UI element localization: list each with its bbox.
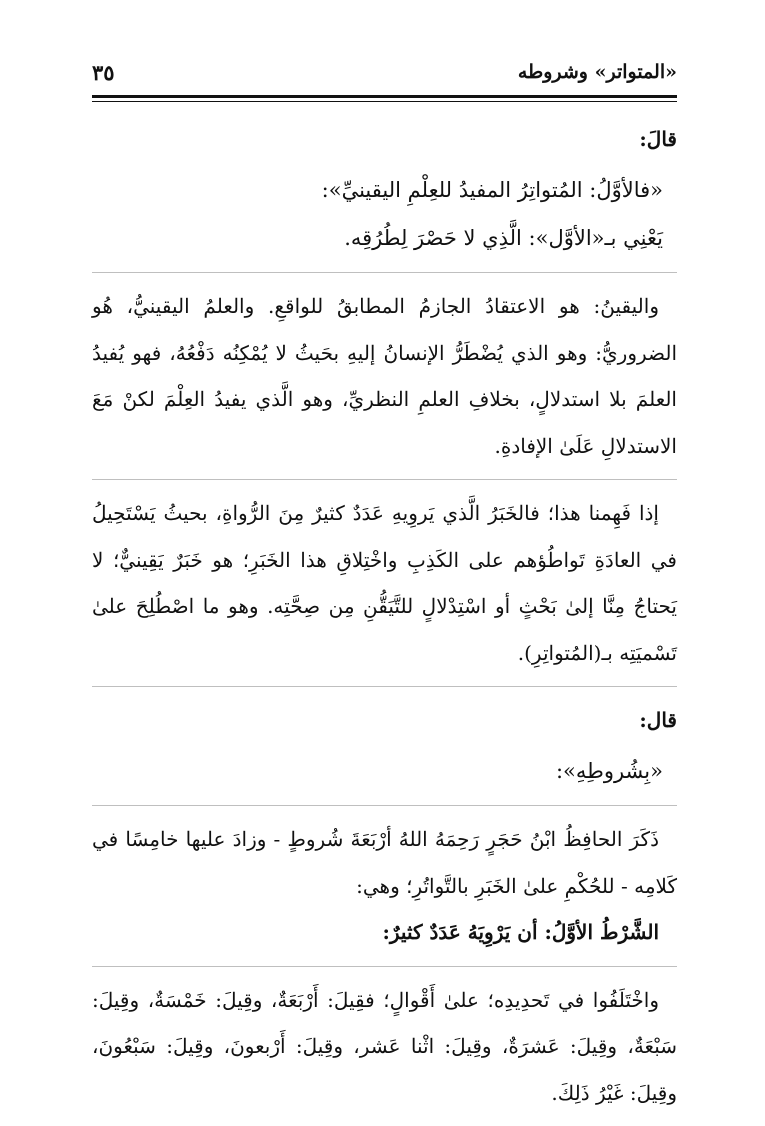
qal-heading-1: قالَ: [639,127,677,151]
condition-1-heading: الشَّرْطُ الأوَّلُ: أن يَرْوِيَهُ عَدَدٌ كثيرٌ: [382,920,659,944]
paragraph-conditions-intro: ذَكَرَ الحافِظُ ابْنُ حَجَرٍ رَحِمَهُ اللهُ أرْبَعَةَ شُروطٍ - وزادَ عليها خامِسًا في كَلامِه - للحُكْمِ علىٰ الخَبَرِ بالتَّواتُرِ؛ وهي: [92,827,677,898]
explanation-line-1: يَعْنِي بـ«الأوَّل»: الَّذِي لا حَصْرَ لِطُرُقِه. [344,226,663,250]
page-header [92,52,677,92]
section-divider-2 [92,479,677,480]
section-divider-1 [92,272,677,273]
page-body [92,112,677,1116]
header-rule-thin [92,101,677,102]
qal-heading-2: قال: [639,708,677,732]
matn-quote-1: «فالأوَّلُ: المُتواتِرُ المفيدُ للعِلْمِ اليقينيِّ»: [321,178,663,202]
section-divider-3 [92,686,677,687]
section-divider-4 [92,805,677,806]
paragraph-number-opinions: واخْتَلَفُوا في تَحدِيدِه؛ علىٰ أَقْوالٍ؛ فقِيلَ: أَرْبَعَةٌ، وقِيلَ: خَمْسَةٌ، وقِيلَ: سَبْعَةٌ، وقِيلَ: عَشرَةٌ، وقِيلَ: اثْنا عَشر، وقِيلَ: أَرْبعونَ، وقِيلَ: سَبْعُونَ، وقِيلَ: غَيْرُ ذَلِكَ. [92,987,677,1105]
paragraph-mutawatir-definition: إذا فَهِمنا هذا؛ فالخَبَرُ الَّذي يَروِيهِ عَدَدٌ كثيرٌ مِنَ الرُّواةِ، بحيثُ يَسْتَحِيلُ في العادَةِ تَواطُؤهم على الكَذِبِ واخْتِلاقِ هذا الخَبَرِ؛ هو خَبَرٌ يَقِينيٌّ؛ لا يَحتاجُ مِنَّا إلىٰ بَحْثٍ أو اسْتِدْلالٍ للتَّيَقُّنِ مِن صِحَّتِه. وهو ما اصْطُلِحَ علىٰ تَسْميَتِه بـ(المُتواتِرِ). [92,501,677,665]
page-number: ٣٥ [92,59,115,85]
matn-quote-2: «بِشُروطِهِ»: [555,759,663,783]
running-title: «المتواتر» وشروطه [517,61,677,83]
header-rule-thick [92,95,677,98]
paragraph-certainty: واليقينُ: هو الاعتقادُ الجازمُ المطابقُ للواقعِ. والعلمُ اليقينيُّ، هُو الضروريُّ: وهو الذي يُضْطَرُّ الإنسانُ إليهِ بحَيثُ لا يُمْكِنُه دَفْعُهُ، فهو يُفيدُ العلمَ بلا استدلالٍ، بخلافِ العلمِ النظريِّ، وهو الَّذي يفيدُ العِلْمَ لكنْ مَعَ الاستدلالِ عَلَىٰ الإفادةِ. [92,294,677,458]
section-divider-5 [92,966,677,967]
